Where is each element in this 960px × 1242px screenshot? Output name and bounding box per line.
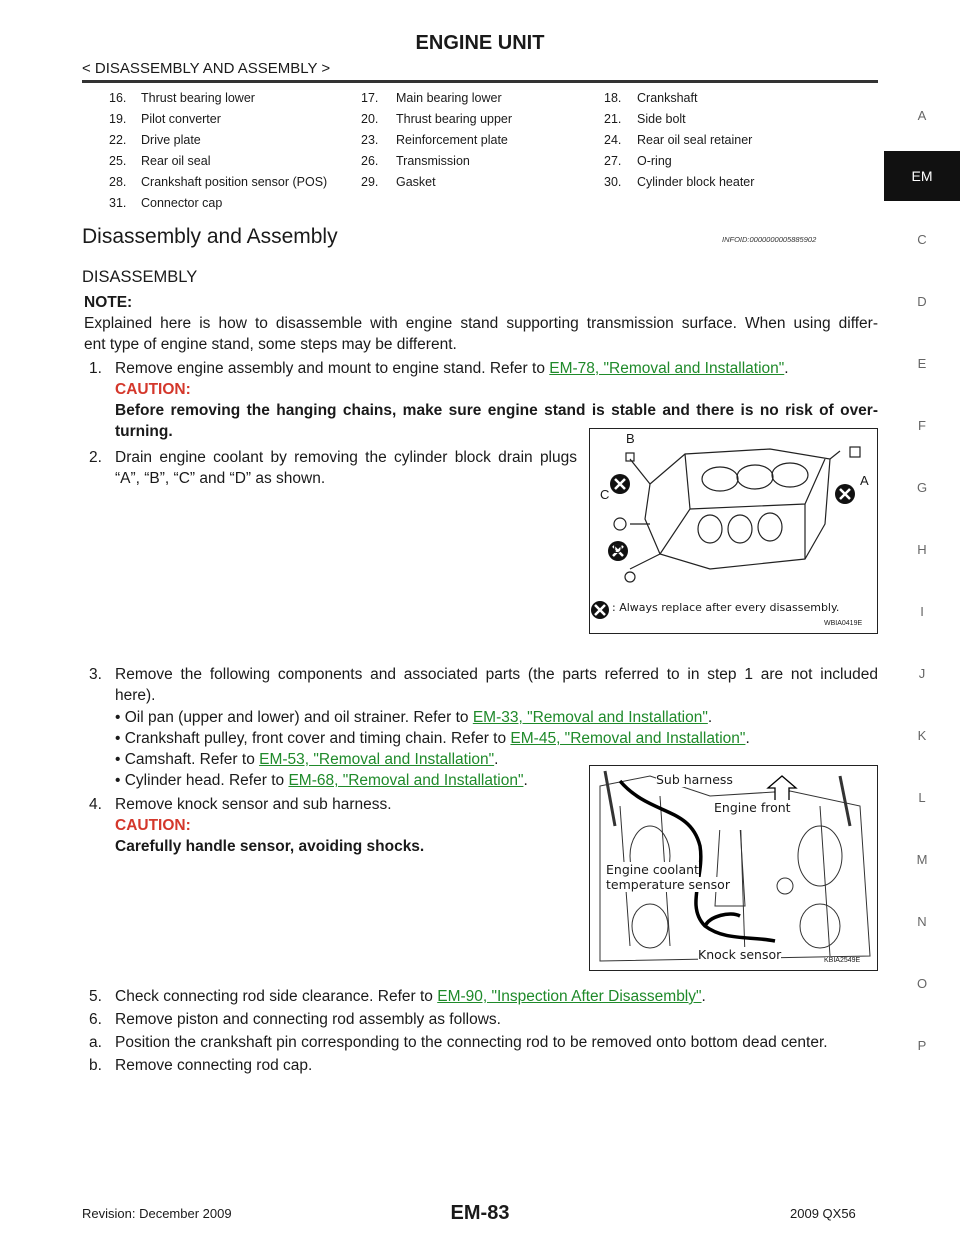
bullet-item: • Crankshaft pulley, front cover and timing chain. Refer to EM-45, "Removal and Installation". <box>115 730 750 747</box>
note-text: Explained here is how to disassemble with engine stand supporting transmission surface. When using differ- <box>84 315 878 332</box>
link-em-45[interactable]: EM-45, "Removal and Installation" <box>510 730 746 747</box>
legend-num: 26. <box>361 154 379 168</box>
fig-label-engine-coolant: Engine coolant <box>606 862 699 877</box>
step-3-text-cont: here). <box>115 687 156 704</box>
legend-num: 31. <box>109 196 127 210</box>
caution-label: CAUTION: <box>115 817 191 834</box>
side-tab-m[interactable]: M <box>916 852 928 867</box>
side-tab-label-em: EM <box>911 168 933 184</box>
note-text-cont: ent type of engine stand, some steps may be different. <box>84 336 457 353</box>
caution-text: Before removing the hanging chains, make sure engine stand is stable and there is no risk of over- <box>115 402 878 419</box>
legend-label: Rear oil seal <box>141 154 211 168</box>
bullet-text: Crankshaft pulley, front cover and timing chain. Refer to <box>124 730 511 747</box>
substep-letter: a. <box>89 1034 102 1051</box>
section-title: Disassembly and Assembly <box>82 225 338 248</box>
step-2-text-cont: “A”, “B”, “C” and “D” as shown. <box>115 470 326 487</box>
bullet-item: • Oil pan (upper and lower) and oil strainer. Refer to EM-33, "Removal and Installation". <box>115 709 713 726</box>
step-number: 5. <box>89 988 102 1005</box>
legend-label: Crankshaft position sensor (POS) <box>141 175 328 189</box>
legend-label: Side bolt <box>637 112 686 126</box>
step-1-body: Remove engine assembly and mount to engine stand. Refer to <box>115 360 550 377</box>
legend-num: 25. <box>109 154 127 168</box>
legend-label: Rear oil seal retainer <box>637 133 753 147</box>
legend-num: 24. <box>604 133 622 147</box>
period: . <box>784 360 789 377</box>
legend-label: Pilot converter <box>141 112 221 126</box>
fig-label-temperature-sensor: temperature sensor <box>606 877 730 892</box>
page-title: ENGINE UNIT <box>415 32 545 54</box>
step-1-text <box>115 358 789 379</box>
footer-page-number: EM-83 <box>450 1202 510 1224</box>
side-tab-p[interactable]: P <box>917 1038 927 1053</box>
footer-model: 2009 QX56 <box>790 1206 856 1221</box>
period: . <box>701 988 706 1005</box>
link-em-78[interactable]: EM-78, "Removal and Installation" <box>549 360 785 377</box>
legend-num: 28. <box>109 175 127 189</box>
header-divider <box>82 80 878 83</box>
fig-label-sub-harness: Sub harness <box>656 772 733 787</box>
note-label: NOTE: <box>84 294 133 311</box>
side-tab-g[interactable]: G <box>916 480 928 495</box>
fig-label-d: D <box>613 541 623 556</box>
legend-num: 27. <box>604 154 622 168</box>
side-tab-a[interactable]: A <box>917 108 927 123</box>
fig-label-engine-front: Engine front <box>714 800 791 815</box>
legend-label: Connector cap <box>141 196 223 210</box>
side-tab-i[interactable]: I <box>920 604 924 619</box>
step-number: 4. <box>89 796 102 813</box>
side-tab-c[interactable]: C <box>917 232 927 247</box>
legend-num: 19. <box>109 112 127 126</box>
step-5-text <box>115 986 706 1007</box>
step-4-text: Remove knock sensor and sub harness. <box>115 796 392 813</box>
legend-label: Drive plate <box>141 133 201 147</box>
period: . <box>707 709 713 726</box>
legend-label: Thrust bearing upper <box>396 112 513 126</box>
side-tab-n[interactable]: N <box>917 914 927 929</box>
figure-knock-sensor-harness <box>589 765 878 971</box>
bullet-text: Oil pan (upper and lower) and oil strainer. Refer to <box>124 709 473 726</box>
period: . <box>745 730 750 747</box>
legend-num: 16. <box>109 91 127 105</box>
side-tab-h[interactable]: H <box>917 542 927 557</box>
link-em-33[interactable]: EM-33, "Removal and Installation" <box>472 709 708 726</box>
legend-num: 17. <box>361 91 379 105</box>
fig-label-knock-sensor: Knock sensor <box>698 947 782 962</box>
bullet-text: Camshaft. Refer to <box>124 751 260 768</box>
caution-text-cont: turning. <box>115 423 173 440</box>
legend-num: 18. <box>604 91 622 105</box>
figure-cylinder-block-drain-plugs <box>589 428 878 634</box>
link-em-90[interactable]: EM-90, "Inspection After Disassembly" <box>437 988 702 1005</box>
section-info-id: INFOID:0000000005885902 <box>722 235 817 244</box>
step-6-text: Remove piston and connecting rod assembly as follows. <box>115 1011 501 1028</box>
bullet-text: Cylinder head. Refer to <box>124 772 289 789</box>
fig-label-c: C <box>600 487 610 502</box>
side-tab-d[interactable]: D <box>917 294 927 309</box>
bullet-item: • Camshaft. Refer to EM-53, "Removal and Installation". <box>115 751 499 768</box>
fig-legend: : Always replace after every disassembly. <box>612 601 840 614</box>
caution-text: Carefully handle sensor, avoiding shocks. <box>115 838 425 855</box>
bullet-item: • Cylinder head. Refer to EM-68, "Removal and Installation". <box>115 772 528 789</box>
legend-label: O-ring <box>637 154 672 168</box>
legend-label: Transmission <box>396 154 470 168</box>
footer-revision: Revision: December 2009 <box>82 1206 232 1221</box>
fig-label-b: B <box>626 431 635 446</box>
legend-num: 20. <box>361 112 379 126</box>
side-tab-f[interactable]: F <box>918 418 926 433</box>
step-number: 3. <box>89 666 102 683</box>
fig-code: WBIA0419E <box>824 620 863 627</box>
step-number: 1. <box>89 360 102 377</box>
legend-num: 30. <box>604 175 622 189</box>
substep-letter: b. <box>89 1057 102 1074</box>
link-em-53[interactable]: EM-53, "Removal and Installation" <box>259 751 495 768</box>
legend-label: Thrust bearing lower <box>141 91 255 105</box>
step-number: 2. <box>89 449 102 466</box>
legend-num: 22. <box>109 133 127 147</box>
legend-label: Gasket <box>396 175 436 189</box>
side-tab-o[interactable]: O <box>916 976 928 991</box>
step-3-text: Remove the following components and associated parts (the parts referred to in step 1 are not included <box>115 666 878 683</box>
fig-code: KBIA2549E <box>824 957 861 964</box>
period: . <box>494 751 499 768</box>
substep-a-text: Position the crankshaft pin corresponding to the connecting rod to be removed onto bottom dead center. <box>115 1034 828 1051</box>
side-tab-e[interactable]: E <box>917 356 927 371</box>
step-2-text: Drain engine coolant by removing the cylinder block drain plugs <box>115 449 577 466</box>
legend-label: Reinforcement plate <box>396 133 508 147</box>
page-subtitle: < DISASSEMBLY AND ASSEMBLY > <box>82 60 331 77</box>
step-5-body: Check connecting rod side clearance. Refer to <box>115 988 438 1005</box>
side-tab-k[interactable]: K <box>917 728 927 743</box>
substep-b-text: Remove connecting rod cap. <box>115 1057 313 1074</box>
subsection-title: DISASSEMBLY <box>82 268 198 286</box>
legend-num: 21. <box>604 112 622 126</box>
side-tab-active[interactable] <box>884 151 960 201</box>
side-tab-l[interactable]: L <box>918 790 926 805</box>
legend-num: 23. <box>361 133 379 147</box>
legend-label: Crankshaft <box>637 91 698 105</box>
side-tab-j[interactable]: J <box>918 666 926 681</box>
legend-label: Cylinder block heater <box>637 175 755 189</box>
step-number: 6. <box>89 1011 102 1028</box>
legend-num: 29. <box>361 175 379 189</box>
caution-label: CAUTION: <box>115 381 191 398</box>
legend-label: Main bearing lower <box>396 91 502 105</box>
period: . <box>523 772 528 789</box>
fig-label-a: A <box>860 473 869 488</box>
link-em-68[interactable]: EM-68, "Removal and Installation" <box>288 772 524 789</box>
